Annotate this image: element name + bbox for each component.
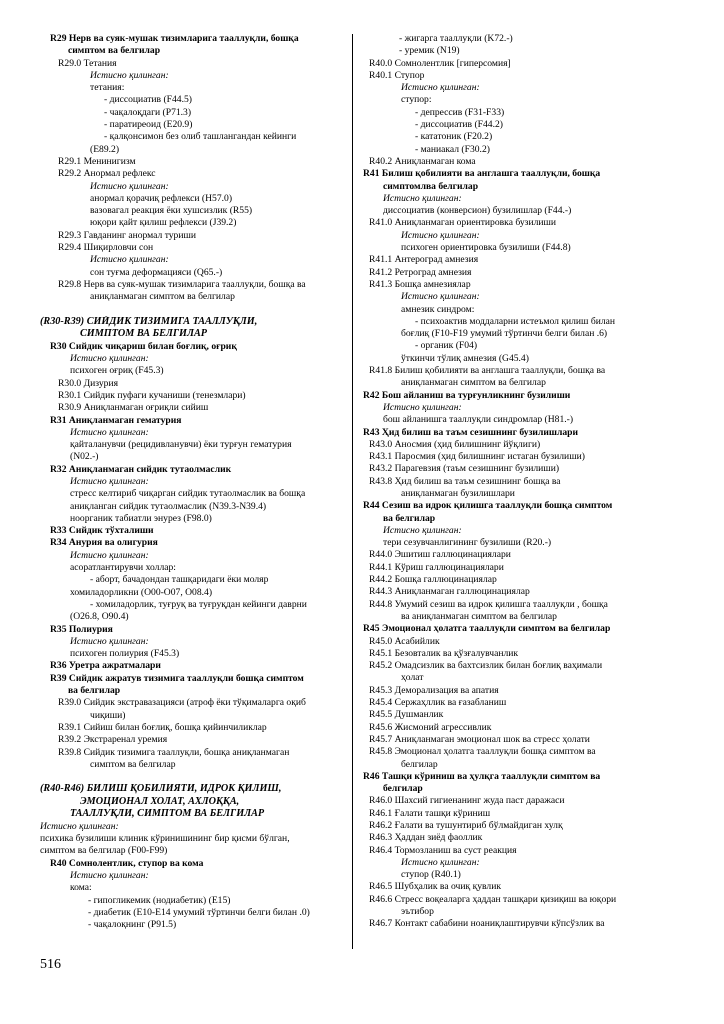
text-line: R41.2 Ретроград амнезия <box>369 266 472 278</box>
text-line: - чақалоқдаги (P71.3) <box>104 106 192 118</box>
text-line: R30.9 Аниқланмаган оғриқли сийиш <box>58 402 209 414</box>
text-line: R46.7 Контакт сабабини ноаниқлаштирувчи кўпсўзлик ва <box>369 918 605 930</box>
text-line: R46.3 Ҳаддан зиёд фаоллик <box>369 832 483 844</box>
text-line: R29.2 Анормал рефлекс <box>58 168 156 180</box>
exclusion-label: Истисно қилинган: <box>70 353 149 365</box>
text-line: юқори қайт қилиш рефлекси (J39.2) <box>90 217 237 229</box>
text-line: R46.4 Тормозланиш ва суст реакция <box>369 844 517 856</box>
text-line: психоген оғриқ (F45.3) <box>70 365 164 377</box>
text-line: R39.8 Сийдик тизимига тааллуқли, бошқа аниқланмаган <box>58 746 290 758</box>
exclusion-label: Истисно қилинган: <box>70 426 149 438</box>
exclusion-label: Истисно қилинган: <box>90 69 169 81</box>
text-line: - диссоциатив (F44.2) <box>415 119 503 131</box>
text-line: R46.2 Ғалати ва тушунтириб бўлмайдиган хулқ <box>369 820 563 831</box>
category-heading: ва белгилар <box>383 512 436 524</box>
text-line: R29.4 Шиқирловчи сон <box>58 242 154 254</box>
category-heading: R30 Сийдик чиқариш билан боғлиқ, оғриқ <box>50 340 237 352</box>
text-line: аниқланмаган симптом ва белгилар <box>401 377 546 389</box>
text-line: - диабетик (E10-E14 умумий тўртинчи белги билан .0) <box>88 906 310 918</box>
right-column <box>357 33 649 931</box>
text-line: R29.8 Нерв ва суяк-мушак тизимларига тааллуқли, бошқа ва <box>58 278 306 290</box>
exclusion-label: Истисно қилинган: <box>401 229 480 241</box>
text-line: R45.4 Сержаҳллик ва ғазабланиш <box>369 697 507 709</box>
text-line: R45.8 Эмоционал ҳолатга тааллуқли бошқа симптом ва <box>369 746 596 758</box>
text-line: вазовагал реакция ёки хушсизлик (R55) <box>90 205 253 217</box>
text-line: чиқиши) <box>90 709 126 721</box>
text-line: R46.6 Стресс воқеаларга ҳаддан ташқари қизиқиш ва юқори <box>369 893 617 905</box>
text-line: R29.0 Тетания <box>58 57 117 69</box>
text-line: R45.3 Деморализация ва апатия <box>369 684 499 696</box>
text-line: психоген полиурия (F45.3) <box>70 648 180 660</box>
text-line: R43.2 Парагевзия (таъм сезишнинг бузилиши) <box>369 463 560 475</box>
text-line: бош айланишга тааллуқли синдромлар (H81.-) <box>383 414 574 426</box>
text-line: ва аниқланмаган симптом ва белгилар <box>401 610 557 622</box>
category-heading: R44 Сезиш ва идрок қилишга тааллуқли бошқа симптом <box>363 500 613 512</box>
text-line: диссоциатив (конверсион) бузилишлар (F44.-) <box>383 205 572 217</box>
text-line: кома: <box>70 882 92 894</box>
text-line: симптом ва белгилар (F00-F99) <box>40 845 168 857</box>
text-line: сон туғма деформацияси (Q65.-) <box>90 266 223 278</box>
text-line: R41.0 Аниқланмаган ориентировка бузилиши <box>369 217 557 229</box>
text-line: - кататоник (F20.2) <box>415 131 493 143</box>
text-line: - хомиладорлик, туғруқ ва туғруқдан кейинги даврни <box>90 598 307 610</box>
category-heading: R32 Аниқланмаган сийдик тутаолмаслик <box>50 463 232 475</box>
text-line: амнезик синдром: <box>401 303 475 315</box>
text-line: R45.2 Омадсизлик ва бахтсизлик билан боғлиқ ваҳимали <box>369 660 603 672</box>
section-heading: СИМПТОМ ВА БЕЛГИЛАР <box>80 328 207 340</box>
exclusion-label: Истисно қилинган: <box>70 870 149 882</box>
text-line: симптом ва белгилар <box>90 758 176 770</box>
text-line: - аборт, бачадондан ташқаридаги ёки моляр <box>90 574 269 586</box>
text-line: (O26.8, O90.4) <box>70 611 129 623</box>
text-line: R39.1 Сийиш билан боғлиқ, бошқа қийинчиликлар <box>58 721 267 733</box>
text-line: - жигарга тааллуқли (K72.-) <box>399 33 513 44</box>
text-line: R45.1 Безовталик ва қўзғалувчанлик <box>369 647 519 659</box>
text-line: R30.0 Дизурия <box>58 377 118 389</box>
text-line: R29.3 Гавданинг анормал туриши <box>58 229 197 241</box>
text-line: R46.0 Шахсий гигиенанинг жуда паст даражаси <box>369 795 565 807</box>
text-line: ноорганик табиатли энурез (F98.0) <box>70 512 212 524</box>
text-line: R45.5 Душманлик <box>369 709 444 721</box>
text-line: R45.0 Асабийлик <box>369 635 440 647</box>
text-line: R44.1 Кўриш галлюцинациялари <box>369 561 504 573</box>
category-heading: R36 Уретра ажратмалари <box>50 660 161 672</box>
text-line: белгилар <box>401 758 438 770</box>
text-line: - маниакал (F30.2) <box>415 143 490 155</box>
text-line: R41.1 Антероград амнезия <box>369 254 479 266</box>
text-line: анормал қорачиқ рефлекси (H57.0) <box>90 192 233 204</box>
text-line: аниқланмаган бузилишлари <box>401 487 515 499</box>
exclusion-label: Истисно қилинган: <box>90 180 169 192</box>
text-line: ступор (R40.1) <box>401 869 461 881</box>
section-heading: ЭМОЦИОНАЛ ХОЛАТ, АХЛОҚҚА, <box>80 795 240 807</box>
category-heading: ва белгилар <box>68 685 121 697</box>
category-heading: R41 Билиш қобилияти ва англашга тааллуқли, бошқа <box>363 168 601 180</box>
exclusion-label: Истисно қилинган: <box>40 820 119 832</box>
section-heading: (R30-R39) СИЙДИК ТИЗИМИГА ТААЛЛУҚЛИ, <box>40 315 258 327</box>
text-line: тери сезувчанлигининг бузилиши (R20.-) <box>383 537 552 549</box>
text-line: асоратлантирувчи холлар: <box>70 562 176 574</box>
text-line: ҳолат <box>401 672 424 684</box>
column-divider <box>352 34 353 949</box>
text-line: R45.7 Аниқланмаган эмоционал шок ва стресс ҳолати <box>369 733 590 745</box>
text-line: - қалқонсимон без олиб ташлангандан кейинги <box>104 131 297 143</box>
exclusion-label: Истисно қилинган: <box>383 192 462 204</box>
text-line: стресс келтириб чиқарган сийдик тутаолмаслик ва бошқа <box>70 488 306 500</box>
category-heading: R39 Сийдик ажратув тизимига тааллуқли бошқа симптом <box>50 672 304 684</box>
text-line: аниқланган сийдик тутаолмаслик (N39.3-N39.4) <box>70 500 267 512</box>
text-line: психика бузилиши клиник кўринишининг бир қисми бўлган, <box>40 833 290 845</box>
text-line: R45.6 Жисмоний агрессивлик <box>369 721 492 733</box>
exclusion-label: Истисно қилинган: <box>70 475 149 487</box>
text-line: - диссоциатив (F44.5) <box>104 94 192 106</box>
category-heading: R31 Аниқланмаган гематурия <box>50 414 182 426</box>
text-line: - паратиреоид (E20.9) <box>104 119 193 131</box>
text-line: R39.2 Экстраренал уремия <box>58 734 168 746</box>
text-line: R43.0 Аносмия (ҳид билишнинг йўқлиги) <box>369 438 541 450</box>
text-line: R40.0 Сомнолентлик [гиперсомия] <box>369 57 511 69</box>
text-line: R41.3 Бошқа амнезиялар <box>369 278 471 290</box>
text-line: R39.0 Сийдик экстравазацияси (атроф ёки тўқималарга оқиб <box>58 697 306 709</box>
text-line: - уремик (N19) <box>399 45 460 57</box>
exclusion-label: Истисно қилинган: <box>90 254 169 266</box>
text-line: (N02.-) <box>70 451 99 463</box>
text-line: R46.5 Шубҳалик ва очиқ қувлик <box>369 881 502 893</box>
text-line: ступор: <box>401 94 432 106</box>
text-line: - органик (F04) <box>415 340 478 352</box>
category-heading: R46 Ташқи кўриниш ва ҳулқга тааллуқли симптом ва <box>363 770 601 782</box>
text-line: R40.2 Аниқланмаган кома <box>369 155 476 167</box>
text-line: қайталанувчи (рецидивланувчи) ёки турғун гематурия <box>70 439 292 451</box>
category-heading: R45 Эмоционал ҳолатга тааллуқли симптом ва белгилар <box>363 623 611 635</box>
text-line: психоген ориентировка бузилиши (F44.8) <box>401 242 571 254</box>
text-line: R30.1 Сийдик пуфаги кучаниши (тенезмлари) <box>58 389 246 401</box>
category-heading: R29 Нерв ва суяк-мушак тизимларига тааллуқли, бошқа <box>50 33 299 44</box>
exclusion-label: Истисно қилинган: <box>383 401 462 413</box>
text-line: ўткинчи тўлиқ амнезия (G45.4) <box>401 352 529 364</box>
category-heading: симптом ва белгилар <box>68 45 161 57</box>
text-line: - психоактив моддаларни истеъмол қилиш билан <box>415 315 616 327</box>
text-line: R43.8 Ҳид билиш ва таъм сезишнинг бошқа ва <box>369 475 561 487</box>
text-line: боғлиқ (F10-F19 умумий тўртинчи белги билан .6) <box>401 328 608 340</box>
text-line: R44.3 Аниқланмаган галлюцинациялар <box>369 586 530 598</box>
text-line: (E89.2) <box>90 143 120 155</box>
text-line: R40.1 Ступор <box>369 69 425 81</box>
text-line: хомиладорликни (O00-O07, O08.4) <box>70 586 213 598</box>
text-line: - чақалоқнинг (P91.5) <box>88 919 177 931</box>
section-heading: ТААЛЛУҚЛИ, СИМПТОМ ВА БЕЛГИЛАР <box>70 808 265 820</box>
text-line: - депрессив (F31-F33) <box>415 106 505 118</box>
exclusion-label: Истисно қилинган: <box>70 635 149 647</box>
category-heading: R42 Бош айланиш ва турғунликнинг бузилиши <box>363 389 571 401</box>
category-heading: симптомлва белгилар <box>383 180 479 192</box>
exclusion-label: Истисно қилинган: <box>401 856 480 868</box>
category-heading: R34 Анурия ва олигурия <box>50 537 158 549</box>
left-column <box>40 33 348 932</box>
text-line: R43.1 Паросмия (ҳид билишнинг истаган бузилиши) <box>369 451 585 463</box>
page-number: 516 <box>40 957 61 972</box>
category-heading: белгилар <box>383 783 423 795</box>
text-line: - гипогликемик (нодиабетик) (E15) <box>88 894 231 906</box>
category-heading: R33 Сийдик тўхталиши <box>50 525 154 537</box>
exclusion-label: Истисно қилинган: <box>401 82 480 94</box>
text-line: R44.0 Эшитиш галлюцинациялари <box>369 549 511 561</box>
text-line: R41.8 Билиш қобилияти ва англашга тааллуқли, бошқа ва <box>369 365 606 377</box>
section-heading: (R40-R46) БИЛИШ ҚОБИЛИЯТИ, ИДРОК ҚИЛИШ, <box>40 783 282 795</box>
category-heading: R35 Полиурия <box>50 623 113 635</box>
text-line: R46.1 Ғалати ташқи кўриниш <box>369 807 491 819</box>
text-line: тетания: <box>90 82 125 94</box>
exclusion-label: Истисно қилинган: <box>401 291 480 303</box>
text-line: эътибор <box>401 906 434 918</box>
exclusion-label: Истисно қилинган: <box>70 549 149 561</box>
text-line: аниқланмаган симптом ва белгилар <box>90 291 235 303</box>
text-line: R44.8 Умумий сезиш ва идрок қилишга тааллуқли , бошқа <box>369 598 608 610</box>
category-heading: R43 Ҳид билиш ва таъм сезишнинг бузилишлари <box>363 426 579 438</box>
category-heading: R40 Сомнолентлик, ступор ва кома <box>50 857 204 869</box>
text-line: R29.1 Менинигизм <box>58 155 136 167</box>
exclusion-label: Истисно қилинган: <box>383 524 462 536</box>
text-line: R44.2 Бошқа галлюцинациялар <box>369 574 497 586</box>
